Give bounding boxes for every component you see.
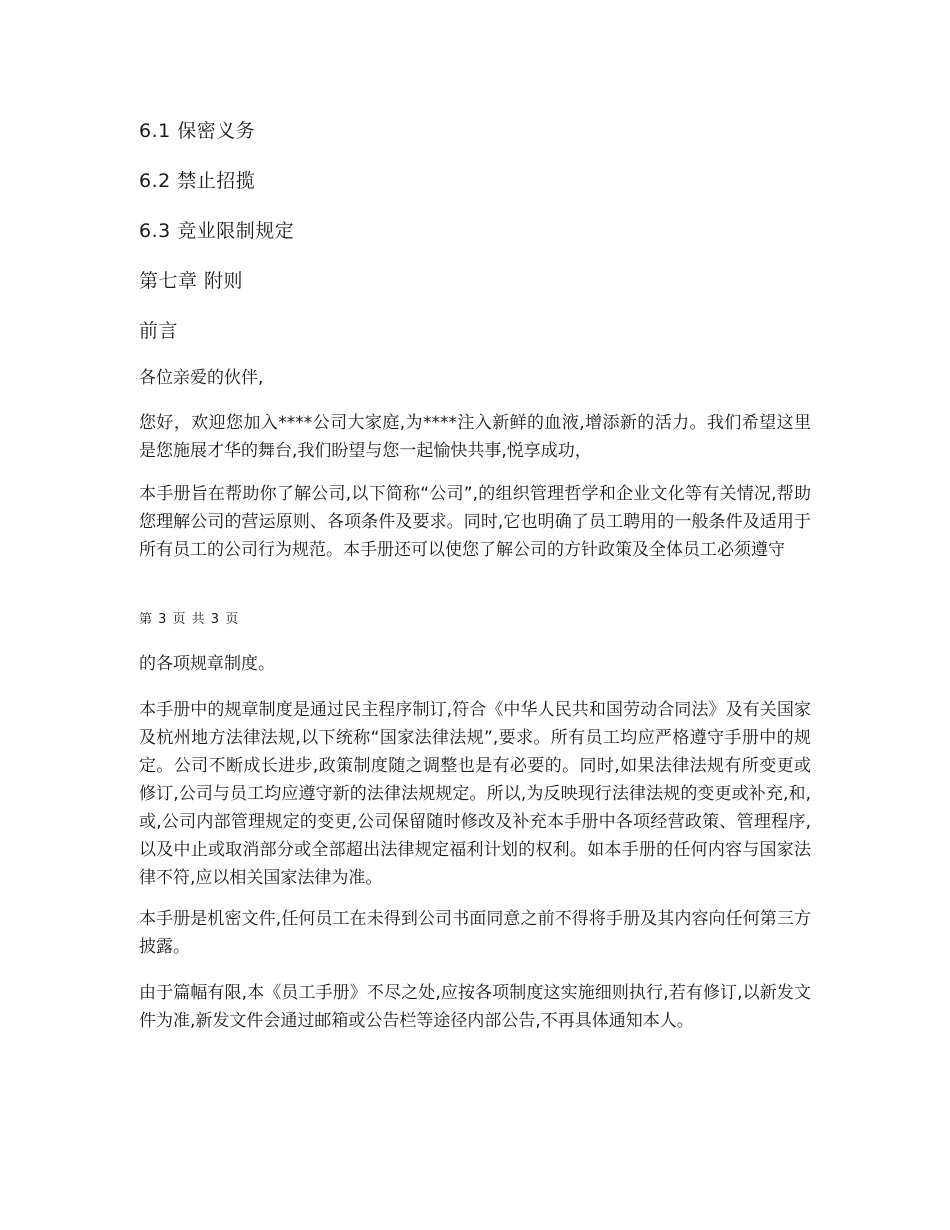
paragraph-welcome: 您好，欢迎您加入****公司大家庭,为****注入新鲜的血液,增添新的活力。我们希望这里是您施展才华的舞台,我们盼望与您一起愉快共事,悦享成功， (139, 413, 811, 461)
paragraph-purpose-continued: 的各项规章制度。 (139, 654, 275, 674)
toc-item-6-3: 6.3 竞业限制规定 (139, 220, 295, 242)
toc-item-6-2: 6.2 禁止招揽 (139, 170, 256, 192)
paragraph-supplement: 由于篇幅有限,本《员工手册》不尽之处,应按各项制度这实施细则执行,若有修订,以新发文件为准,新发文件会通过邮箱或公告栏等途径内部公告,不再具体通知本人。 (139, 983, 811, 1031)
paragraph-regulations: 本手册中的规章制度是通过民主程序制订,符合《中华人民共和国劳动合同法》及有关国家及杭州地方法律法规,以下统称“国家法律法规”,要求。所有员工均应严格遵守手册中的规定。公司不断成长进步,政策制度随之调整也是有必要的。同时,如果法律法规有所变更或修订,公司与员工均应遵守新的法律法规规定。所以,为反映现行法律法规的变更或补充,和,或,公司内部管理规定的变更,公司保留随时修改及补充本手册中各项经营政策、管理程序,以及中止或取消部分或全部超出法律规定福利计划的权利。如本手册的任何内容与国家法律不符,应以相关国家法律为准。 (139, 700, 811, 888)
preface-title: 前言 (139, 320, 179, 342)
greeting: 各位亲爱的伙伴, (139, 368, 264, 388)
page-footer: 第 3 页 共 3 页 (139, 612, 240, 627)
toc-item-chapter-7: 第七章 附则 (139, 270, 244, 292)
paragraph-confidential: 本手册是机密文件,任何员工在未得到公司书面同意之前不得将手册及其内容向任何第三方披露。 (139, 909, 811, 957)
paragraph-purpose: 本手册旨在帮助你了解公司,以下简称“公司”,的组织管理哲学和企业文化等有关情况,帮助您理解公司的营运原则、各项条件及要求。同时,它也明确了员工聘用的一般条件及适用于所有员工的公司行为规范。本手册还可以使您了解公司的方针政策及全体员工必须遵守 (139, 484, 811, 560)
toc-item-6-1: 6.1 保密义务 (139, 120, 256, 142)
